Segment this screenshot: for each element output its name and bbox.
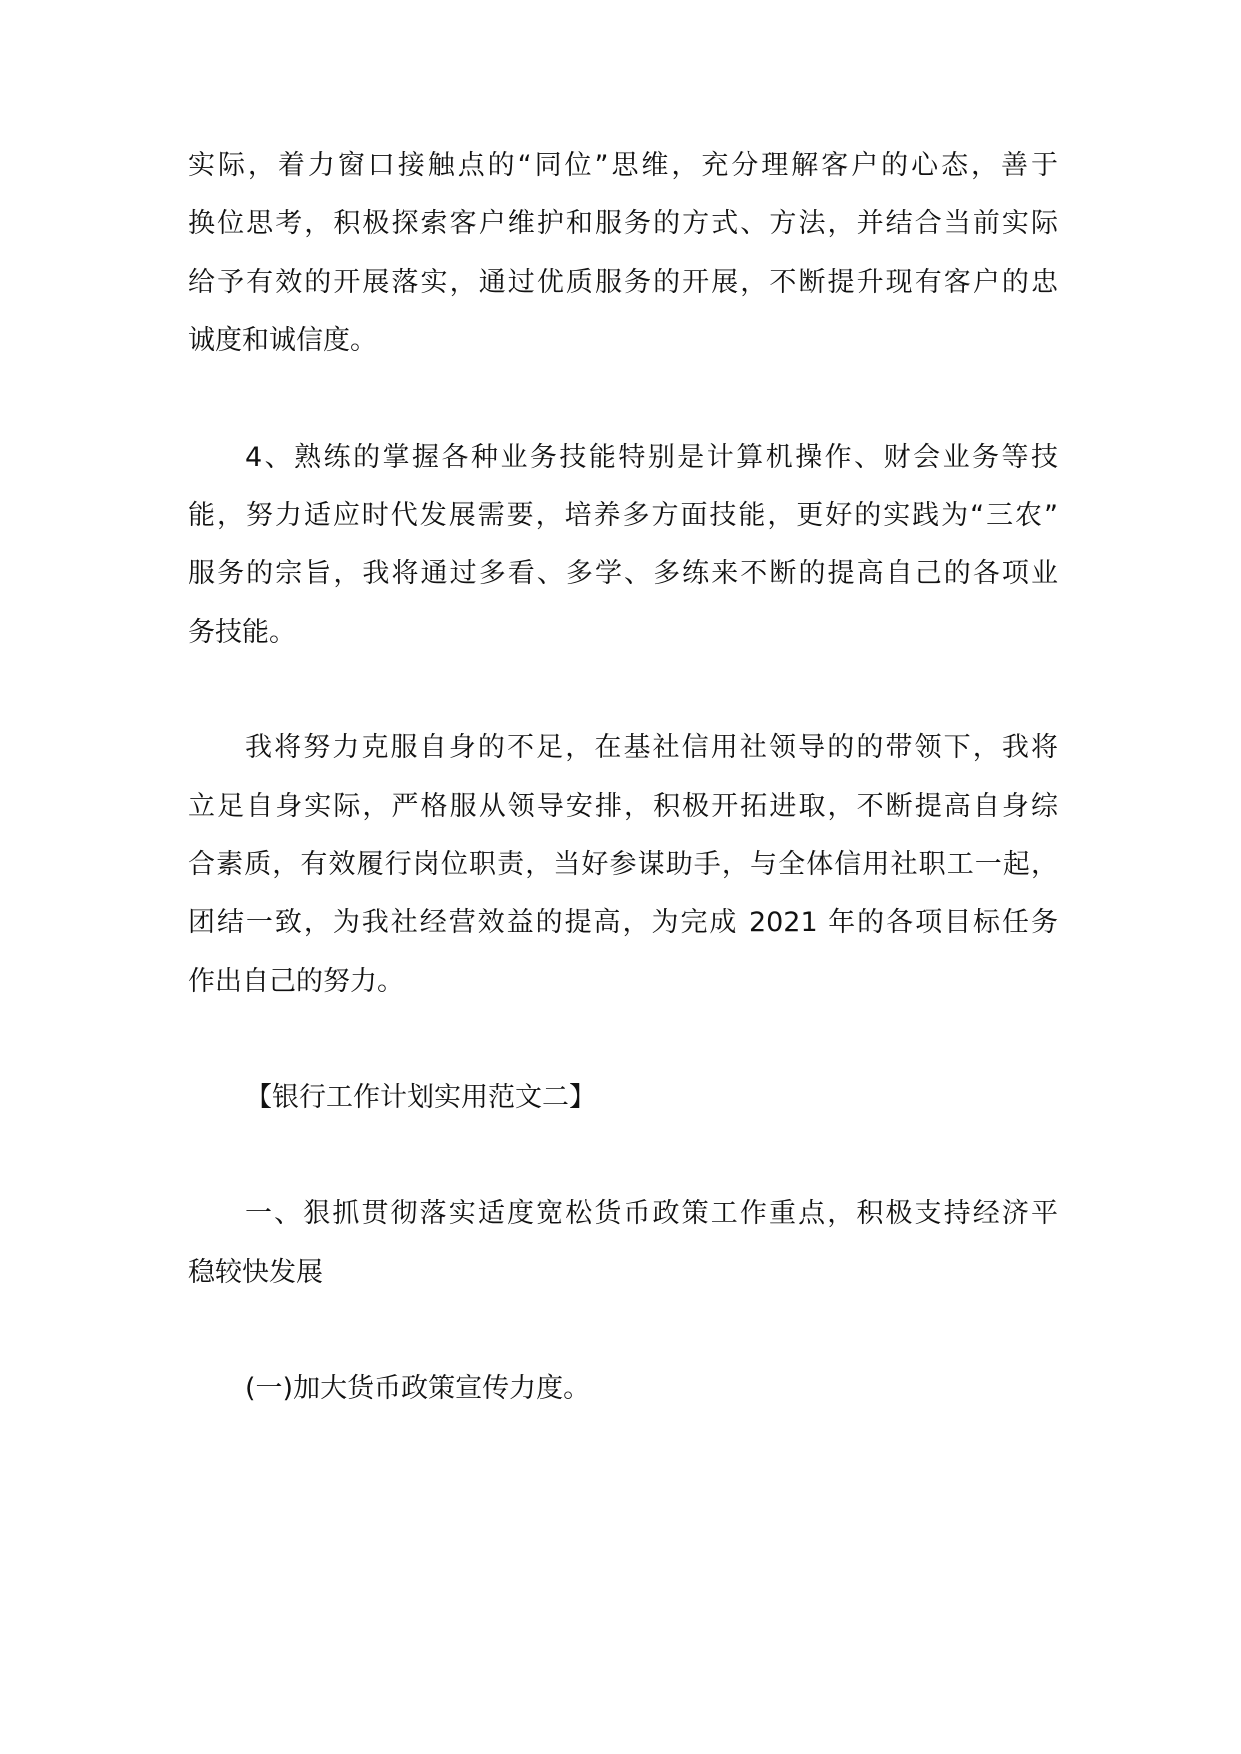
paragraph-1-line-1: 实际，着力窗口接触点的“同位”思维，充分理解客户的心态，善于 <box>188 150 1058 181</box>
paragraph-3-line-3: 合素质，有效履行岗位职责，当好参谋助手，与全体信用社职工一起， <box>188 849 1058 880</box>
paragraph-3-line-5: 作出自己的努力。 <box>188 966 404 997</box>
section-heading: 【银行工作计划实用范文二】 <box>245 1082 596 1113</box>
paragraph-2-line-3: 服务的宗旨，我将通过多看、多学、多练来不断的提高自己的各项业 <box>188 558 1058 589</box>
paragraph-2-line-2: 能，努力适应时代发展需要，培养多方面技能，更好的实践为“三农” <box>188 500 1058 531</box>
paragraph-1-line-2: 换位思考，积极探索客户维护和服务的方式、方法，并结合当前实际 <box>188 208 1058 239</box>
paragraph-1-line-3: 给予有效的开展落实，通过优质服务的开展，不断提升现有客户的忠 <box>188 267 1058 298</box>
paragraph-5-line-2: 稳较快发展 <box>188 1257 323 1288</box>
paragraph-3-line-1: 我将努力克服自身的不足，在基社信用社领导的的带领下，我将 <box>245 732 1058 763</box>
paragraph-5-line-1: 一、狠抓贯彻落实适度宽松货币政策工作重点，积极支持经济平 <box>245 1198 1058 1229</box>
paragraph-6-line-1: (一)加大货币政策宣传力度。 <box>245 1373 591 1404</box>
paragraph-1-line-4: 诚度和诚信度。 <box>188 325 377 356</box>
paragraph-3-line-2: 立足自身实际，严格服从领导安排，积极开拓进取，不断提高自身综 <box>188 791 1058 822</box>
paragraph-2-line-1: 4、熟练的掌握各种业务技能特别是计算机操作、财会业务等技 <box>245 442 1058 473</box>
paragraph-3-line-4: 团结一致，为我社经营效益的提高，为完成 2021 年的各项目标任务 <box>188 907 1058 938</box>
paragraph-2-line-4: 务技能。 <box>188 617 296 648</box>
